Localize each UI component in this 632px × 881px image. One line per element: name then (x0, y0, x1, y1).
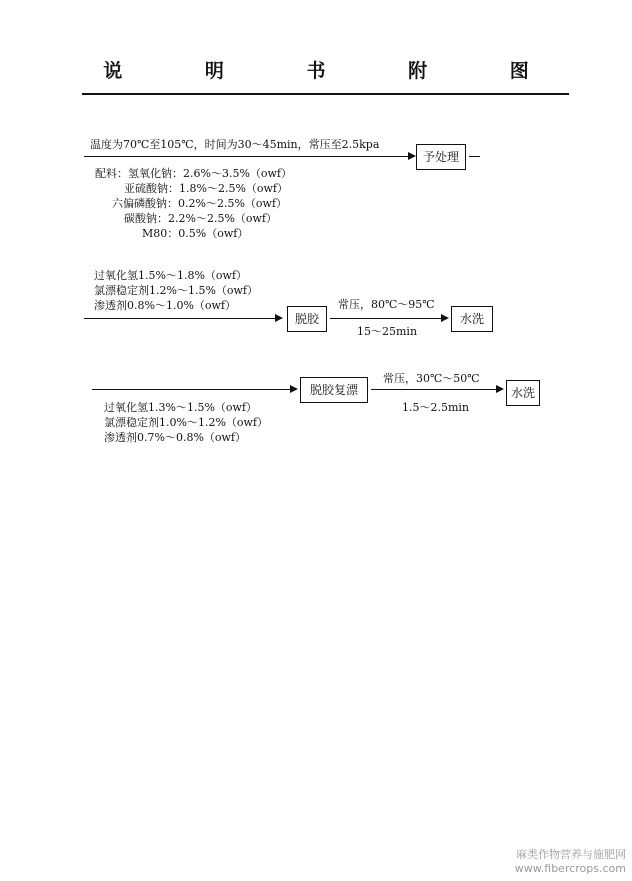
recipe1-line-3: 六偏磷酸钠：0.2%～2.5%（owf） (112, 197, 288, 210)
watermark (440, 848, 626, 876)
rebleach-box: 脱胶复漂 (300, 377, 368, 403)
page-title: 说 明 书 附 图 (103, 60, 567, 82)
recipe1-line-1: 配料：氢氧化钠：2.6%～3.5%（owf） (95, 167, 293, 180)
recipe3-line-1: 过氧化氢1.3%～1.5%（owf） (104, 401, 258, 414)
step3-mid-arrow-head (496, 385, 504, 393)
step1-arrow-head (408, 152, 416, 160)
step3-arrow-line (92, 389, 292, 390)
step2-condition-top: 常压，80℃～95℃ (338, 298, 435, 311)
recipe1-line-4: 碳酸钠：2.2%～2.5%（owf） (124, 212, 278, 225)
recipe2-line-3: 渗透剂0.8%～1.0%（owf） (94, 299, 237, 312)
recipe2-line-2: 氯漂稳定剂1.2%～1.5%（owf） (94, 284, 259, 297)
step2-mid-arrow-head (441, 314, 449, 322)
step3-condition-top: 常压，30℃～50℃ (383, 372, 480, 385)
step2-arrow-head (275, 314, 283, 322)
degumming-box: 脱胶 (287, 306, 327, 332)
recipe2-line-1: 过氧化氢1.5%～1.8%（owf） (94, 269, 248, 282)
step1-condition: 温度为70℃至105℃，时间为30～45min，常压至2.5kpa (90, 138, 380, 151)
washing-box-2: 水洗 (506, 380, 540, 406)
watermark-url: www.fibercrops.com (514, 862, 626, 875)
step1-arrow-line (84, 156, 414, 157)
step2-arrow-line (84, 318, 277, 319)
washing-box-1: 水洗 (451, 306, 493, 332)
recipe3-line-3: 渗透剂0.7%～0.8%（owf） (104, 431, 247, 444)
recipe1-line-5: M80：0.5%（owf） (142, 227, 249, 240)
step1-out-dash (469, 156, 480, 157)
recipe3-line-2: 氯漂稳定剂1.0%～1.2%（owf） (104, 416, 269, 429)
step3-arrow-head (290, 385, 298, 393)
watermark-title: 麻类作物营养与施肥网 (516, 848, 626, 861)
pretreatment-box: 予处理 (416, 144, 466, 170)
title-rule (82, 93, 569, 95)
step2-condition-bottom: 15～25min (357, 325, 418, 338)
recipe1-line-2: 亚硫酸钠：1.8%～2.5%（owf） (124, 182, 289, 195)
step2-mid-line (330, 318, 441, 319)
step3-mid-line (371, 389, 497, 390)
step3-condition-bottom: 1.5～2.5min (402, 401, 470, 414)
